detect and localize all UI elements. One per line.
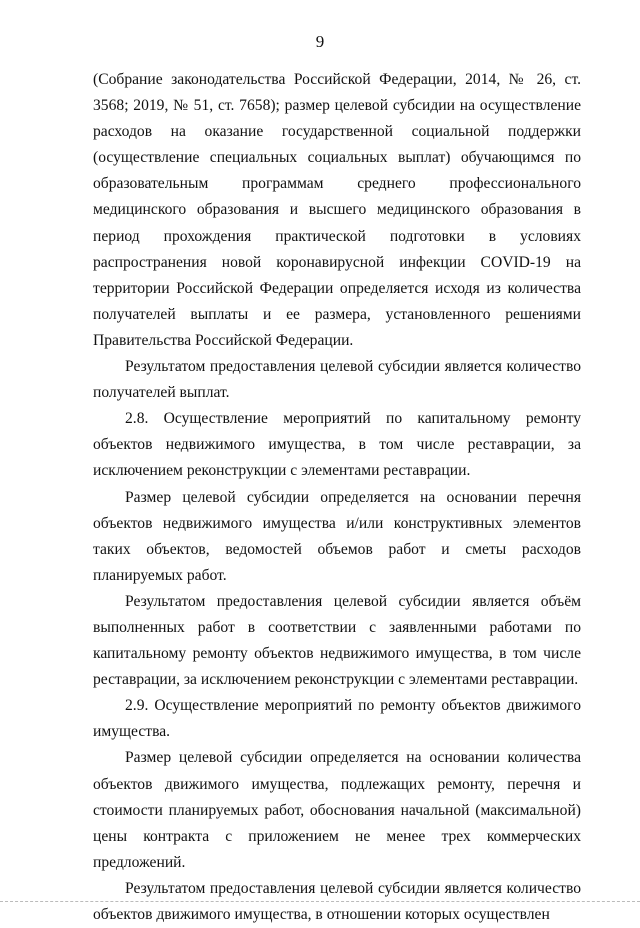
paragraph-section-2-9: 2.9. Осуществление мероприятий по ремонту объектов движимого имущества.	[93, 697, 581, 741]
page-number: 9	[315, 32, 325, 51]
document-body	[93, 67, 581, 928]
paragraph-result-recipients: Результатом предоставления целевой субсидии является количество получателей выплат.	[93, 358, 581, 402]
paragraph-result-works-volume: Результатом предоставления целевой субсидии является объём выполненных работ в соответствии с заявленными работами по капитальному ремонту объектов недвижимого имущества, в том числе реставрации, за исключением реконструкции с элементами реставрации.	[93, 592, 581, 689]
scan-edge-divider	[0, 900, 640, 902]
paragraph-result-movable-objects: Результатом предоставления целевой субсидии является количество объектов движимого имущества, в отношении которых осуществлен	[93, 879, 581, 923]
paragraph-subsidy-size-real-estate: Размер целевой субсидии определяется на основании перечня объектов недвижимого имущества и/или конструктивных элементов таких объектов, ведомостей объемов работ и сметы расходов планируемых работ.	[93, 488, 581, 584]
paragraph-subsidy-size-movable: Размер целевой субсидии определяется на основании количества объектов движимого имущества, подлежащих ремонту, перечня и стоимости планируемых работ, обоснования начальной (максимальной) цены контракта с приложением не менее трех коммерческих предложений.	[93, 749, 581, 871]
paragraph-continuation: (Собрание законодательства Российской Федерации, 2014, № 26, ст. 3568; 2019, № 51, ст. 7658); размер целевой субсидии на осуществление расходов на оказание государственной социальной поддержки (осуществление специальных социальных выплат) обучающимся по образовательным программам среднего профессионального медицинского образования и высшего медицинского образования в период прохождения практической подготовки в условиях распространения новой коронавирусной инфекции COVID-19 на территории Российской Федерации определяется исходя из количества получателей выплаты и ее размера, установленного решениями Правительства Российской Федерации.	[93, 71, 581, 349]
paragraph-section-2-8: 2.8. Осуществление мероприятий по капитальному ремонту объектов недвижимого имущества, в том числе реставрации, за исключением реконструкции с элементами реставрации.	[93, 410, 581, 480]
